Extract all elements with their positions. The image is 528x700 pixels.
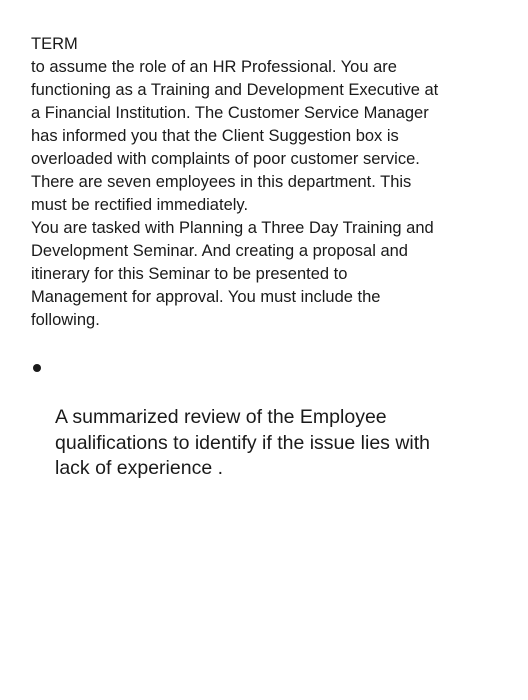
list-item-text: A summarized review of the Employee qualifications to identify if the issue lies with lack of experience . <box>55 406 431 479</box>
list-item <box>31 354 501 482</box>
requirements-list <box>31 354 501 482</box>
task-paragraph: You are tasked with Planning a Three Day Training and Development Seminar. And creating a proposal and itinerary for this Seminar to be presented to Management for approval. You must include the following. <box>31 219 434 329</box>
bullet-dot-icon <box>33 364 41 372</box>
document-heading: TERM <box>31 35 78 53</box>
intro-paragraph: to assume the role of an HR Professional. You are functioning as a Training and Development Executive at a Financial Institution. The Customer Service Manager has informed you that the Client Suggestion box is overloaded with complaints of poor customer service. There are seven employees in this department. This must be rectified immediately. <box>31 58 439 214</box>
document-body <box>31 33 501 482</box>
